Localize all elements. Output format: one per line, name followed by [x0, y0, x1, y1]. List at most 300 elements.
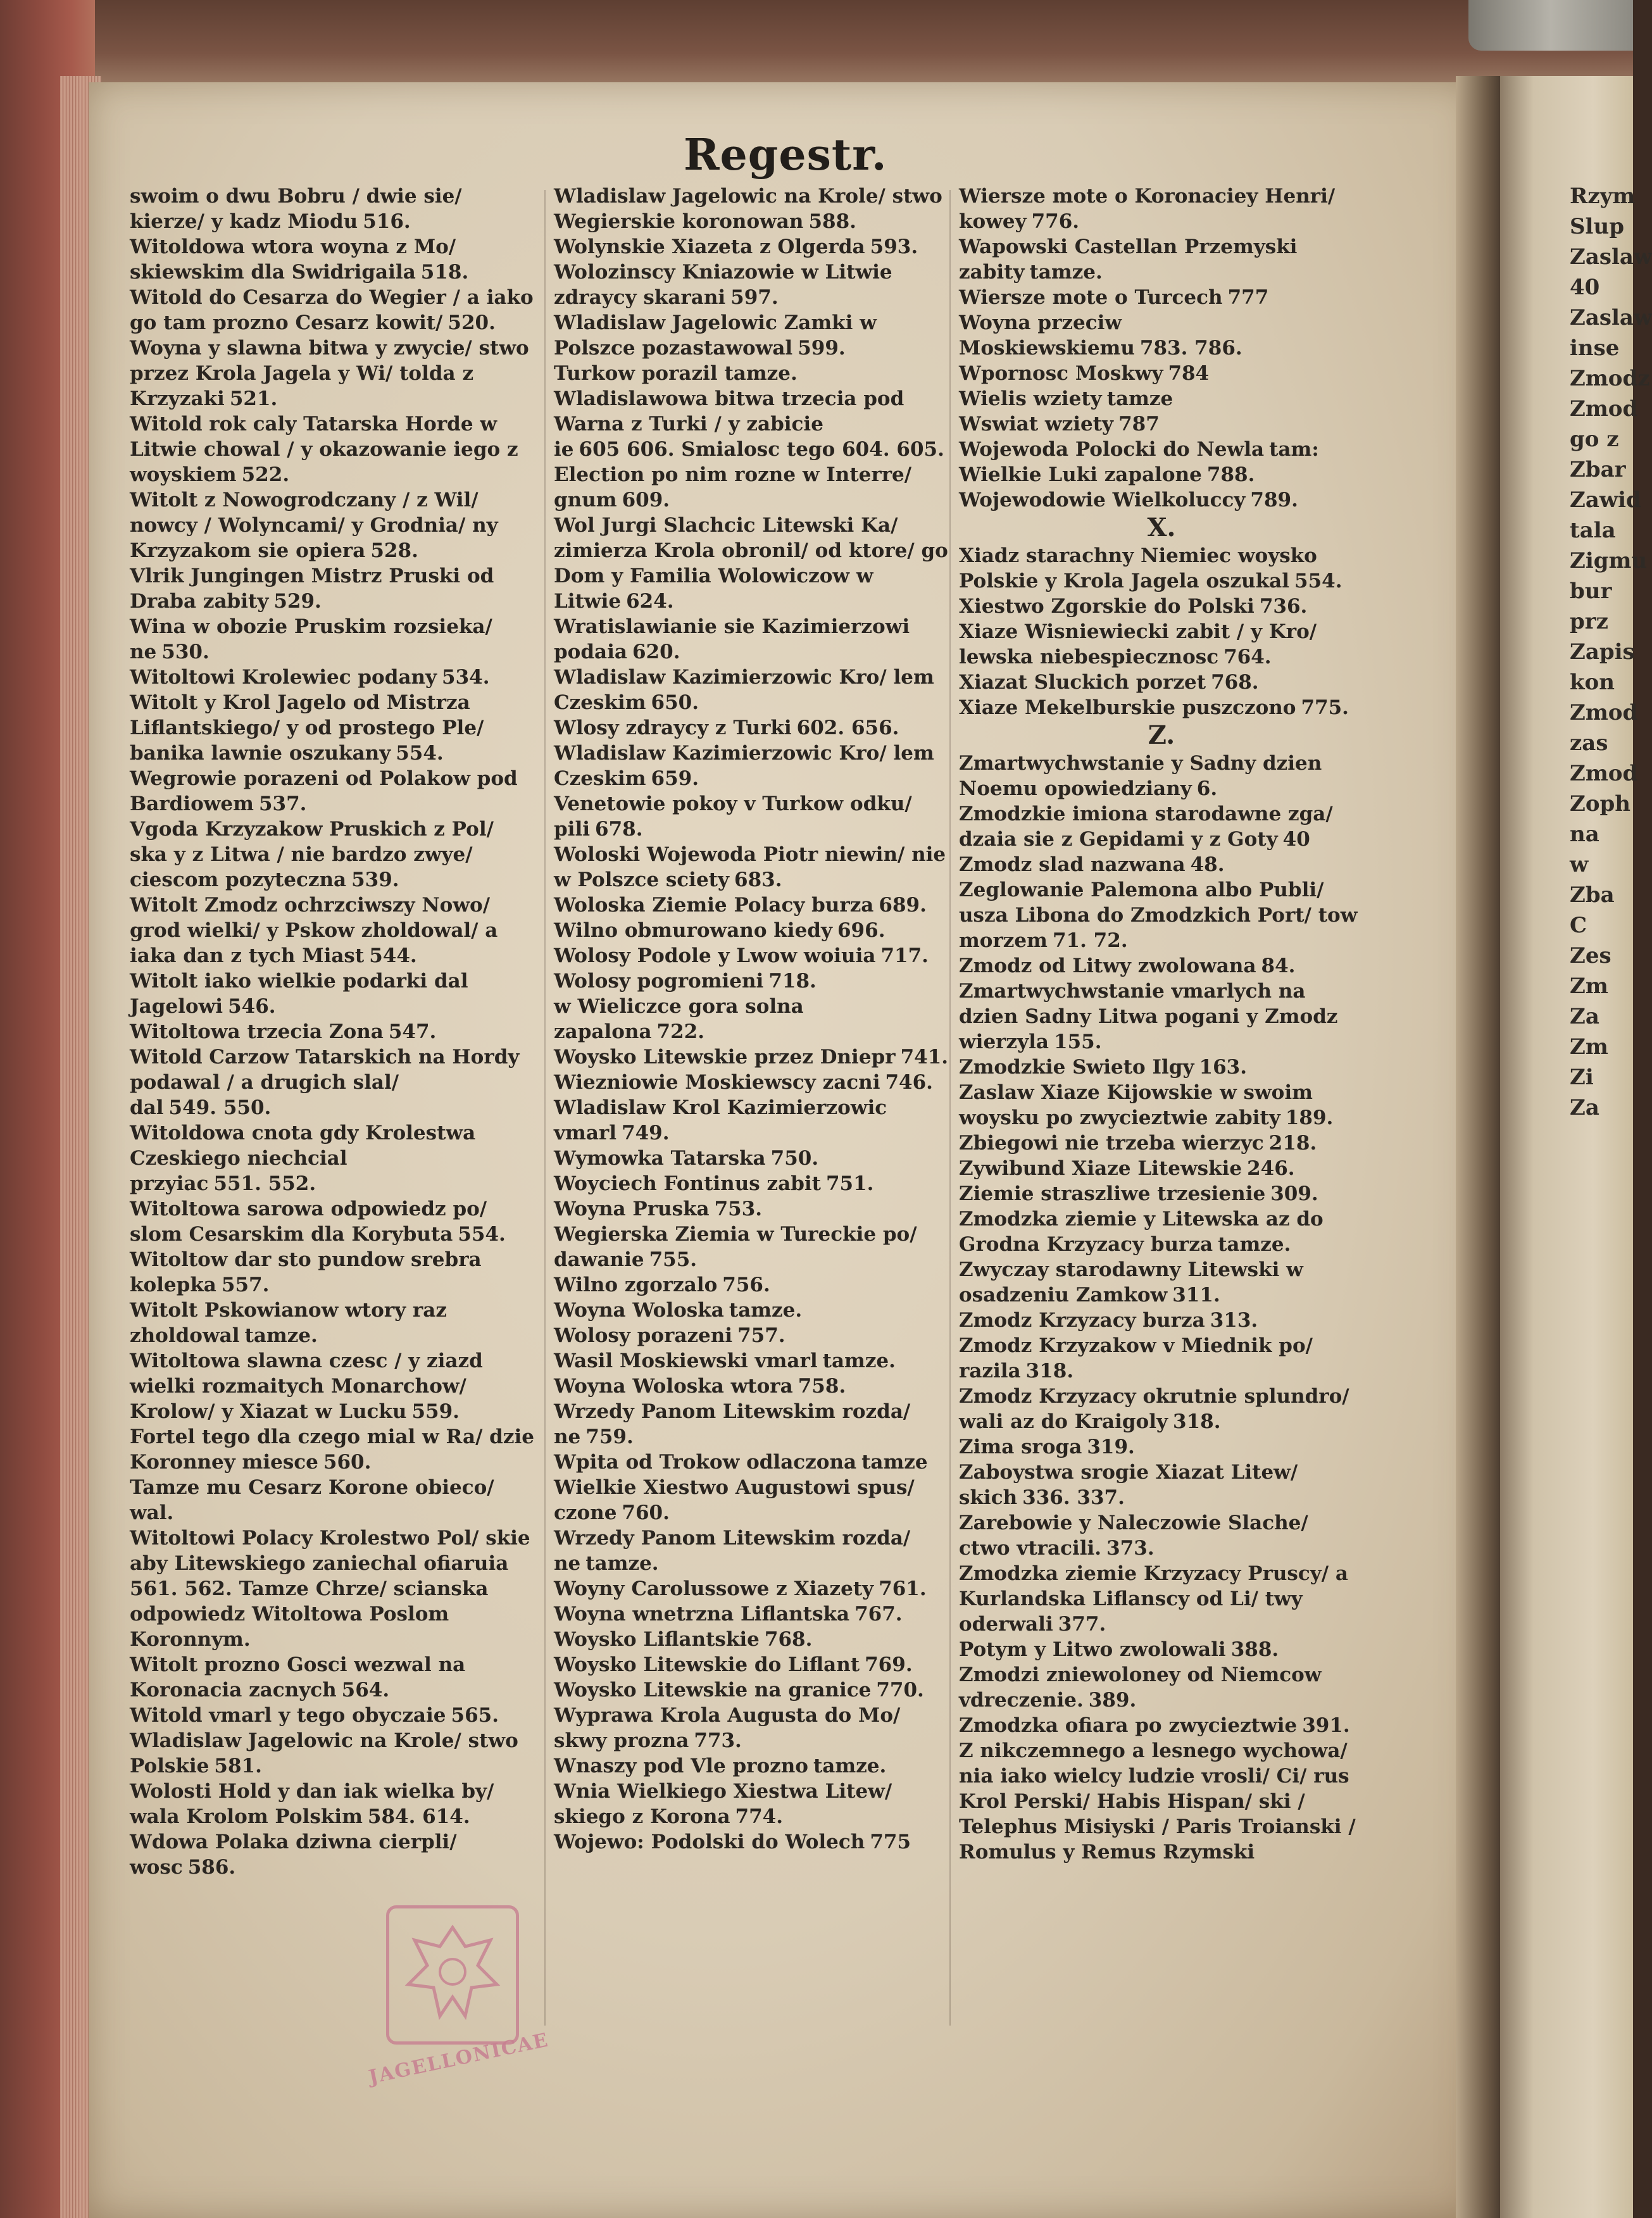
- index-entry: [130, 184, 535, 234]
- facing-page-line: w: [1570, 852, 1589, 877]
- facing-page: [1500, 76, 1652, 2218]
- entry-page-ref: 757.: [737, 1324, 785, 1347]
- entry-text: Witold do Cesarza do Wegier / a iako go tam prozno Cesarz kowit/: [130, 286, 534, 334]
- entry-page-ref: 534.: [442, 666, 490, 689]
- entry-page-ref: 768.: [764, 1628, 813, 1651]
- index-entry: [554, 994, 959, 1044]
- entry-page-ref: 769.: [865, 1653, 913, 1676]
- entry-page-ref: 620.: [632, 641, 680, 663]
- facing-page-line: Zmod: [1570, 700, 1638, 725]
- section-letter: Z.: [1148, 720, 1175, 750]
- facing-page-line: Zigmu: [1570, 548, 1648, 573]
- entry-text: Zmodzi zniewoloney od Niemcow vdreczenie.: [959, 1664, 1322, 1712]
- entry-text: Zmodzka ofiara po zwycieztwie: [959, 1714, 1298, 1737]
- facing-page-line: kon: [1570, 670, 1615, 695]
- index-entry: [130, 1247, 535, 1298]
- entry-page-ref: 389.: [1088, 1689, 1137, 1712]
- entry-page-ref: 776.: [1031, 210, 1080, 233]
- index-entry: [554, 1222, 959, 1272]
- index-entry: [554, 1526, 959, 1576]
- entry-text: Zywibund Xiaze Litewskie: [959, 1157, 1242, 1180]
- entry-page-ref: 551. 552.: [213, 1172, 316, 1195]
- index-entry: [130, 1728, 535, 1779]
- entry-page-ref: 770.: [876, 1679, 924, 1701]
- entry-page-ref: 777: [1227, 286, 1269, 309]
- entry-page-ref: tamze.: [822, 1350, 896, 1372]
- facing-page-line: Zmod: [1570, 761, 1638, 786]
- entry-text: Witoltowi Polacy Krolestwo Pol/ skie aby Litewskiego zaniechal ofiaruia 561. 562. Tamze Chrze/ scianska odpowiedz Witoltowa Poslom Koronnym.: [130, 1527, 530, 1651]
- entry-text: Witolt Pskowianow wtory raz zholdowal: [130, 1299, 447, 1347]
- entry-page-ref: 718.: [768, 970, 817, 993]
- entry-text: Vgoda Krzyzakow Pruskich z Pol/ ska y z Litwa / nie bardzo zwye/ ciescom pozyteczna: [130, 818, 494, 891]
- entry-text: Zima sroga: [959, 1436, 1082, 1458]
- entry-text: Zmartwychwstanie vmarlych na dzien Sadny Litwa pogani y Zmodz wierzyla: [959, 980, 1338, 1053]
- entry-text: Wapowski Castellan Przemyski zabity: [959, 235, 1298, 284]
- facing-page-line: Za: [1570, 1004, 1599, 1029]
- entry-text: Witoltow dar sto pundow srebra kolepka: [130, 1248, 482, 1296]
- index-column-3: [959, 184, 1364, 1865]
- entry-page-ref: 751.: [825, 1172, 874, 1195]
- index-entry: [959, 1308, 1364, 1333]
- entry-text: Fortel tego dla czego mial w Ra/ dzie Koronney miesce: [130, 1425, 534, 1474]
- entry-text: Woyna Woloska wtora: [554, 1375, 793, 1398]
- entry-page-ref: 530.: [161, 641, 210, 663]
- entry-text: Woyna przeciw Moskiewskiemu: [959, 311, 1135, 360]
- entry-page-ref: 544.: [369, 944, 417, 967]
- facing-page-line: Zaslaw: [1570, 305, 1652, 330]
- entry-text: Wdowa Polaka dziwna cierpli/ wosc: [130, 1831, 457, 1879]
- entry-page-ref: 678.: [595, 818, 643, 841]
- index-entry: [130, 1652, 535, 1703]
- entry-page-ref: tam:: [1269, 438, 1319, 461]
- index-entry: [959, 1662, 1364, 1713]
- entry-text: Witolt iako wielkie podarki dal Jagelowi: [130, 970, 468, 1018]
- entry-page-ref: 773.: [694, 1729, 742, 1752]
- entry-page-ref: 683.: [734, 868, 782, 891]
- entry-text: Ziemie straszliwe trzesienie: [959, 1182, 1266, 1205]
- entry-text: Wojewoda Polocki do Newla: [959, 438, 1265, 461]
- entry-page-ref: 388.: [1230, 1638, 1279, 1661]
- entry-page-ref: 624.: [626, 590, 674, 613]
- entry-text: Zmodzka ziemie y Litewska az do Grodna Krzyzacy burza: [959, 1208, 1323, 1256]
- page-title: Regestr.: [684, 130, 887, 180]
- index-entry: [554, 1829, 959, 1855]
- entry-page-ref: 783. 786.: [1139, 337, 1242, 360]
- entry-text: Zmodzkie Swieto Ilgy: [959, 1056, 1194, 1079]
- entry-text: Witoldowa cnota gdy Krolestwa Czeskiego niechcial przyiac: [130, 1122, 476, 1195]
- entry-text: Woysko Litewskie do Liflant: [554, 1653, 860, 1676]
- entry-page-ref: 764.: [1223, 646, 1272, 668]
- index-entry: [554, 1374, 959, 1399]
- entry-page-ref: 775: [870, 1831, 911, 1853]
- entry-text: Wilno zgorzalo: [554, 1274, 718, 1296]
- entry-page-ref: 784: [1168, 362, 1210, 385]
- entry-text: Wolosy porazeni: [554, 1324, 733, 1347]
- entry-text: Election po nim rozne w Interre/ gnum: [554, 463, 912, 511]
- entry-text: Woyny Carolussowe z Xiazety: [554, 1577, 874, 1600]
- stamp-label: JAGELLONICAE: [366, 2029, 551, 2089]
- entry-text: Zwyczay starodawny Litewski w osadzeniu Zamkow: [959, 1258, 1303, 1306]
- column-divider: [544, 190, 546, 2026]
- index-entry: [554, 462, 959, 513]
- entry-text: Wpornosc Moskwy: [959, 362, 1163, 385]
- entry-text: Wol Jurgi Slachcic Litewski Ka/ zimierza Krola obronil/ od ktore/ go Dom y Familia Wolowiczow w Litwie: [554, 514, 948, 613]
- index-entry: [959, 411, 1364, 437]
- entry-page-ref: 758.: [798, 1375, 846, 1398]
- entry-page-ref: 163.: [1199, 1056, 1248, 1079]
- index-entry: [554, 1753, 959, 1779]
- entry-page-ref: 659.: [651, 767, 699, 790]
- entry-text: Wojewo: Podolski do Wolech: [554, 1831, 865, 1853]
- entry-text: Witolt prozno Gosci wezwal na Koronacia zacnych: [130, 1653, 466, 1701]
- entry-text: Wojewodowie Wielkoluccy: [959, 489, 1246, 511]
- entry-text: Witold rok caly Tatarska Horde w Litwie chowal / y okazowanie iego z woyskiem: [130, 413, 518, 486]
- index-entry: [554, 1323, 959, 1348]
- facing-page-line: inse: [1570, 335, 1620, 361]
- index-entry: [554, 741, 959, 791]
- entry-page-ref: 155.: [1054, 1031, 1102, 1053]
- index-entry: [554, 1095, 959, 1146]
- entry-text: Wegierska Ziemia w Tureckie po/ dawanie: [554, 1223, 917, 1271]
- index-entry: [959, 619, 1364, 670]
- index-entry: [130, 766, 535, 817]
- entry-text: Xiaze Wisniewiecki zabit / y Kro/ lewska niebespiecznosc: [959, 620, 1317, 668]
- index-entry: [959, 751, 1364, 801]
- index-entry: [554, 614, 959, 665]
- facing-page-line: Za: [1570, 1095, 1599, 1120]
- entry-text: Tamze mu Cesarz Korone obieco/ wal.: [130, 1476, 494, 1524]
- entry-text: Xiestwo Zgorskie do Polski: [959, 595, 1255, 618]
- entry-text: Woysko Litewskie na granice: [554, 1679, 872, 1701]
- entry-page-ref: tamze.: [1029, 261, 1103, 284]
- index-entry: [959, 1713, 1364, 1738]
- entry-text: Wiersze mote o Turcech: [959, 286, 1223, 309]
- entry-text: Wnia Wielkiego Xiestwa Litew/ skiego z Korona: [554, 1780, 892, 1828]
- entry-page-ref: 689.: [879, 894, 927, 917]
- entry-text: Witolt y Krol Jagelo od Mistrza Liflantskiego/ y od prostego Ple/ banika lawnie oszukany: [130, 691, 484, 765]
- entry-text: Z nikczemnego a lesnego wychowa/ nia iako wielcy ludzie vrosli/ Ci/ rus Krol Perski/ Habis Hispan/ ski / Telephus Misiyski / Paris Troianski / Romulus y Remus Rzymski: [959, 1739, 1356, 1864]
- index-entry: [554, 1196, 959, 1222]
- index-entry: [130, 968, 535, 1019]
- entry-page-ref: 373.: [1106, 1537, 1155, 1560]
- index-entry: [959, 1181, 1364, 1206]
- entry-text: Witoltowa trzecia Zona: [130, 1020, 384, 1043]
- index-entry: [554, 513, 959, 614]
- index-entry: [130, 1044, 535, 1120]
- entry-text: Xiazat Sluckich porzet: [959, 671, 1206, 694]
- index-entry: [554, 1298, 959, 1323]
- entry-text: Witolt Zmodz ochrzciwszy Nowo/ grod wielki/ y Pskow zholdowal/ a iaka dan z tych Miast: [130, 894, 498, 967]
- entry-text: w Wieliczce gora solna zapalona: [554, 995, 804, 1043]
- index-entry: [959, 462, 1364, 487]
- index-entry: [554, 1627, 959, 1652]
- entry-page-ref: 546.: [228, 995, 276, 1018]
- entry-text: Woyna y slawna bitwa y zwycie/ stwo przez Krola Jagela y Wi/ tolda z Krzyzaki: [130, 337, 529, 410]
- index-entry: [554, 1652, 959, 1677]
- entry-page-ref: 789.: [1250, 489, 1298, 511]
- entry-text: Woyciech Fontinus zabit: [554, 1172, 821, 1195]
- entry-text: Wrzedy Panom Litewskim rozda/ ne: [554, 1400, 911, 1448]
- entry-page-ref: 557.: [221, 1274, 270, 1296]
- entry-page-ref: 518.: [420, 261, 469, 284]
- entry-text: Turkow porazil tamze.: [554, 362, 798, 385]
- eagle-stamp-icon: [389, 1908, 516, 2041]
- entry-page-ref: 581.: [214, 1755, 262, 1777]
- entry-text: Zaslaw Xiaze Kijowskie w swoim woysku po zwycieztwie zabity: [959, 1081, 1313, 1129]
- entry-page-ref: 588.: [808, 210, 856, 233]
- entry-page-ref: 722.: [656, 1020, 705, 1043]
- entry-page-ref: 189.: [1285, 1106, 1334, 1129]
- facing-page-line: Zaslaw: [1570, 244, 1652, 270]
- entry-page-ref: 521.: [229, 387, 278, 410]
- entry-text: Wrzedy Panom Litewskim rozda/ ne: [554, 1527, 911, 1575]
- entry-page-ref: tamze.: [585, 1552, 659, 1575]
- entry-page-ref: 756.: [722, 1274, 770, 1296]
- entry-text: Witoltowa slawna czesc / y ziazd wielki rozmaitych Monarchow/ Krolow/ y Xiazat w Lucku: [130, 1350, 483, 1423]
- entry-page-ref: 605 606. Smialosc tego 604. 605.: [579, 438, 944, 461]
- entry-page-ref: 746.: [885, 1071, 933, 1094]
- entry-text: Wasil Moskiewski vmarl: [554, 1350, 818, 1372]
- entry-text: Zmodzka ziemie Krzyzacy Pruscy/ a Kurlandska Liflanscy od Li/ twy oderwali: [959, 1562, 1348, 1636]
- entry-page-ref: 528.: [370, 539, 418, 562]
- facing-page-line: go z: [1570, 427, 1619, 452]
- entry-page-ref: 788.: [1206, 463, 1255, 486]
- entry-text: Wielkie Luki zapalone: [959, 463, 1202, 486]
- entry-text: Woyna wnetrzna Liflantska: [554, 1603, 850, 1626]
- entry-text: Wswiat wziety: [959, 413, 1114, 435]
- facing-page-line: Zm: [1570, 1034, 1608, 1060]
- entry-text: Wladislaw Krol Kazimierzowic vmarl: [554, 1096, 887, 1144]
- entry-text: Zmartwychwstanie y Sadny dzien Noemu opowiedziany: [959, 752, 1322, 800]
- entry-page-ref: 584. 614.: [367, 1805, 470, 1828]
- index-entry: [959, 1055, 1364, 1080]
- entry-page-ref: 547.: [388, 1020, 437, 1043]
- index-entry: [959, 877, 1364, 953]
- entry-text: Witold vmarl y tego obyczaie: [130, 1704, 446, 1727]
- index-entry: [554, 1779, 959, 1829]
- index-entry: [130, 690, 535, 766]
- index-entry: [130, 817, 535, 893]
- entry-page-ref: 522.: [241, 463, 290, 486]
- entry-page-ref: 593.: [870, 235, 918, 258]
- index-entry: [554, 184, 959, 234]
- index-entry: [959, 1460, 1364, 1510]
- entry-text: Wiersze mote o Koronaciey Henri/ kowey: [959, 185, 1336, 233]
- entry-text: Woyna Woloska: [554, 1299, 724, 1322]
- facing-page-line: C: [1570, 913, 1587, 938]
- index-entry: [130, 285, 535, 335]
- index-entry: [130, 1019, 535, 1044]
- facing-page-line: Zm: [1570, 974, 1608, 999]
- facing-page-line: 40: [1570, 275, 1600, 300]
- facing-page-line: na: [1570, 822, 1599, 847]
- entry-text: Venetowie pokoy v Turkow odku/ pili: [554, 793, 912, 841]
- library-stamp: [386, 1905, 519, 2045]
- entry-text: Wolosti Hold y dan iak wielka by/ wala Krolom Polskim: [130, 1780, 494, 1828]
- facing-page-line: Zapis: [1570, 639, 1635, 665]
- index-entry: [959, 543, 1364, 594]
- entry-page-ref: 48.: [1190, 853, 1225, 876]
- index-entry: [130, 665, 535, 690]
- index-entry: [554, 1348, 959, 1374]
- index-column-2: [554, 184, 959, 1855]
- entry-text: Wladislawowa bitwa trzecia pod Warna z Turki / y zabicie ie: [554, 387, 904, 461]
- index-entry: [554, 1171, 959, 1196]
- entry-page-ref: 391.: [1302, 1714, 1350, 1737]
- entry-text: Potym y Litwo zwolowali: [959, 1638, 1226, 1661]
- entry-text: Wielis wziety: [959, 387, 1102, 410]
- entry-text: Zaboystwa srogie Xiazat Litew/ skich: [959, 1461, 1298, 1509]
- index-entry: [130, 1298, 535, 1348]
- entry-page-ref: 609.: [622, 489, 670, 511]
- entry-page-ref: 377.: [1058, 1613, 1106, 1636]
- index-entry: [959, 695, 1364, 720]
- entry-page-ref: 318.: [1173, 1410, 1221, 1433]
- entry-page-ref: 311.: [1172, 1284, 1220, 1306]
- facing-page-line: bur: [1570, 579, 1612, 604]
- entry-page-ref: 6.: [1196, 777, 1218, 800]
- index-entry: [959, 184, 1364, 234]
- index-entry: [130, 1196, 535, 1247]
- entry-page-ref: 753.: [714, 1198, 763, 1220]
- index-entry: [554, 893, 959, 918]
- entry-text: Vlrik Jungingen Mistrz Pruski od Draba zabity: [130, 565, 494, 613]
- index-column-1: [130, 184, 535, 1880]
- entry-text: Wielkie Xiestwo Augustowi spus/ czone: [554, 1476, 915, 1524]
- entry-text: Wpita od Trokow odlaczona: [554, 1451, 857, 1474]
- index-entry: [554, 1044, 959, 1070]
- entry-text: Zmodz Krzyzacy okrutnie splundro/ wali az do Kraigoly: [959, 1385, 1349, 1433]
- entry-page-ref: 554.: [458, 1223, 506, 1246]
- entry-text: Wlosy zdraycy z Turki: [554, 717, 792, 739]
- entry-page-ref: 319.: [1087, 1436, 1135, 1458]
- index-entry: [130, 1424, 535, 1475]
- index-entry: [554, 1272, 959, 1298]
- entry-page-ref: 774.: [735, 1805, 784, 1828]
- entry-page-ref: 775.: [1301, 696, 1349, 719]
- index-entry: [554, 968, 959, 994]
- entry-text: Zmodz od Litwy zwolowana: [959, 955, 1256, 977]
- entry-page-ref: 741.: [900, 1046, 949, 1068]
- entry-page-ref: 602. 656.: [796, 717, 899, 739]
- index-entry: [130, 563, 535, 614]
- index-entry: [959, 1156, 1364, 1181]
- index-entry: [959, 437, 1364, 462]
- entry-text: Witolt z Nowogrodczany / z Wil/ nowcy / Wolyncami/ y Grodnia/ ny Krzyzakom sie opiera: [130, 489, 498, 562]
- entry-text: Zbiegowi nie trzeba wierzyc: [959, 1132, 1264, 1155]
- facing-page-line: Zawid: [1570, 487, 1641, 513]
- index-entry: [959, 1384, 1364, 1434]
- index-entry: [130, 411, 535, 487]
- entry-text: Wyprawa Krola Augusta do Mo/ skwy prozna: [554, 1704, 901, 1752]
- entry-page-ref: 520.: [447, 311, 496, 334]
- entry-page-ref: tamze: [1106, 387, 1173, 410]
- index-entry: [130, 335, 535, 411]
- entry-page-ref: 313.: [1210, 1309, 1258, 1332]
- index-entry: [554, 1399, 959, 1450]
- index-entry: [959, 487, 1364, 513]
- entry-page-ref: 554.: [1294, 570, 1342, 592]
- entry-page-ref: 599.: [798, 337, 846, 360]
- entry-page-ref: 717.: [880, 944, 929, 967]
- index-entry: [554, 842, 959, 893]
- entry-text: Wladislaw Jagelowic na Krole/ stwo Polskie: [130, 1729, 518, 1777]
- entry-page-ref: 71. 72.: [1052, 929, 1128, 952]
- book-top-binding: [0, 0, 1633, 89]
- entry-page-ref: 336. 337.: [1022, 1486, 1125, 1509]
- entry-page-ref: tamze.: [244, 1324, 318, 1347]
- index-entry: [554, 1070, 959, 1095]
- index-entry: [959, 594, 1364, 619]
- entry-page-ref: tamze: [861, 1451, 928, 1474]
- index-entry: [130, 1779, 535, 1829]
- entry-page-ref: 218.: [1268, 1132, 1317, 1155]
- entry-text: Witoltowa sarowa odpowiedz po/ slom Cesarskim dla Korybuta: [130, 1198, 487, 1246]
- entry-text: Zmodz Krzyzakow v Miednik po/ razila: [959, 1334, 1313, 1382]
- index-entry: [959, 953, 1364, 979]
- facing-page-line: Zoph: [1570, 791, 1630, 817]
- entry-page-ref: 760.: [622, 1501, 670, 1524]
- index-entry: [130, 614, 535, 665]
- entry-text: swoim o dwu Bobru / dwie sie/ kierze/ y kadz Miodu: [130, 185, 462, 233]
- facing-page-line: Zba: [1570, 882, 1615, 908]
- index-entry: [554, 260, 959, 310]
- index-entry: [130, 1348, 535, 1424]
- index-entry: [554, 1601, 959, 1627]
- entry-text: Wymowka Tatarska: [554, 1147, 766, 1170]
- entry-text: Zmodzkie imiona starodawne zga/ dzaia sie z Gepidami y z Goty: [959, 803, 1333, 851]
- entry-page-ref: 84.: [1261, 955, 1296, 977]
- entry-text: Wegrowie porazeni od Polakow pod Bardiowem: [130, 767, 518, 815]
- entry-text: Wladislaw Kazimierzowic Kro/ lem Czeskim: [554, 742, 934, 790]
- entry-text: Wilno obmurowano kiedy: [554, 919, 832, 942]
- index-entry: [130, 487, 535, 563]
- entry-page-ref: 696.: [837, 919, 885, 942]
- index-entry: [554, 1146, 959, 1171]
- entry-text: Woysko Litewskie przez Dniepr: [554, 1046, 896, 1068]
- index-entry: [130, 1475, 535, 1526]
- index-entry: [959, 1333, 1364, 1384]
- index-entry: [959, 801, 1364, 852]
- index-entry: [554, 715, 959, 741]
- index-entry: [554, 234, 959, 260]
- index-entry: [130, 1120, 535, 1196]
- facing-page-line: Zi: [1570, 1065, 1594, 1090]
- index-entry: [554, 1703, 959, 1753]
- entry-page-ref: tamze.: [813, 1755, 887, 1777]
- entry-text: Woloska Ziemie Polacy burza: [554, 894, 874, 917]
- entry-page-ref: 549. 550.: [168, 1096, 272, 1119]
- index-entry: [959, 1206, 1364, 1257]
- entry-page-ref: 516.: [363, 210, 411, 233]
- index-entry: [554, 1576, 959, 1601]
- index-entry: [554, 918, 959, 943]
- entry-page-ref: 650.: [651, 691, 699, 714]
- entry-page-ref: 755.: [649, 1248, 698, 1271]
- entry-page-ref: 537.: [258, 793, 307, 815]
- facing-page-line: Rzym: [1570, 184, 1636, 209]
- index-entry: [554, 361, 959, 386]
- index-entry: [959, 1080, 1364, 1131]
- entry-page-ref: 565.: [451, 1704, 499, 1727]
- entry-text: Wladislaw Jagelowic na Krole/ stwo Wegierskie koronowan: [554, 185, 942, 233]
- index-entry: [554, 1475, 959, 1526]
- entry-page-ref: 554.: [396, 742, 444, 765]
- entry-page-ref: 736.: [1259, 595, 1308, 618]
- entry-text: Xiaze Mekelburskie puszczono: [959, 696, 1296, 719]
- entry-text: Wnaszy pod Vle prozno: [554, 1755, 808, 1777]
- entry-text: Witoltowi Krolewiec podany: [130, 666, 437, 689]
